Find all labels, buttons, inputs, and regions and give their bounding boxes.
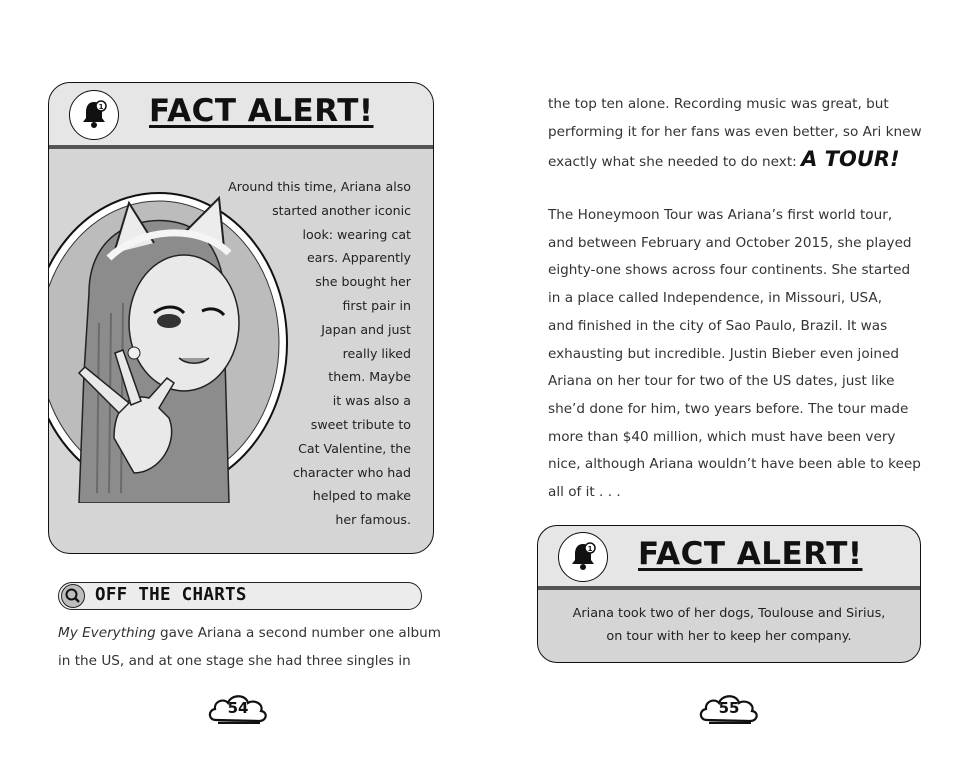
body-line: performing it for her fans was even better, so Ari knew: [548, 123, 922, 140]
fact-line: on tour with her to keep her company.: [606, 629, 852, 644]
album-title: My Everything: [58, 625, 156, 641]
body-line-text: exactly what she needed to do next:: [548, 154, 802, 171]
body-line: all of it . . .: [548, 484, 621, 501]
fact-alert-title: FACT ALERT!: [149, 93, 374, 129]
fact-line: helped to make: [312, 488, 411, 504]
body-line: in the US, and at one stage she had three singles in: [58, 652, 411, 669]
fact-line: them. Maybe: [328, 369, 411, 385]
magnifier-icon: [61, 584, 85, 608]
fact-line: it was also a: [332, 393, 411, 409]
fact-alert-body: [179, 175, 411, 532]
body-text-right-2: [548, 202, 921, 507]
body-line: eighty-one shows across four continents. She started: [548, 262, 911, 279]
svg-text:1: 1: [587, 545, 593, 553]
fact-line: look: wearing cat: [302, 226, 411, 242]
fact-alert-box: [48, 82, 434, 554]
fact-line: Ariana took two of her dogs, Toulouse and Sirius,: [572, 606, 886, 621]
fact-line: her famous.: [335, 512, 411, 528]
fact-alert-title: FACT ALERT!: [638, 536, 863, 572]
body-line: The Honeymoon Tour was Ariana’s first world tour,: [548, 207, 893, 223]
fact-alert-header: [49, 83, 433, 149]
fact-line: she bought her: [315, 274, 411, 290]
svg-text:1: 1: [98, 103, 104, 111]
body-line: Ariana on her tour for two of the US dates, just like: [548, 373, 895, 390]
body-text-left: [58, 620, 442, 675]
fact-line: Around this time, Ariana also: [228, 179, 411, 194]
body-line: [548, 146, 918, 177]
fact-line: started another iconic: [272, 202, 411, 218]
bell-icon: [558, 532, 608, 582]
fact-alert-body: [538, 602, 920, 648]
body-line: the top ten alone. Recording music was great, but: [548, 96, 889, 112]
body-line: nice, although Ariana wouldn’t have been able to keep: [548, 456, 921, 473]
fact-alert-header: [538, 526, 920, 590]
body-line-rest: gave Ariana a second number one album: [155, 625, 442, 641]
body-line: she’d done for him, two years before. The tour made: [548, 400, 909, 417]
tour-emphasis: A TOUR!: [801, 147, 900, 172]
body-line: [58, 620, 442, 648]
section-title: OFF THE CHARTS: [95, 585, 247, 605]
body-line: more than $40 million, which must have been very: [548, 428, 896, 445]
fact-line: Japan and just: [321, 321, 411, 337]
fact-line: first pair in: [342, 297, 411, 313]
page-number: 54: [227, 699, 249, 717]
bell-icon: [69, 90, 119, 140]
body-text-right-1: [548, 91, 922, 177]
fact-line: sweet tribute to: [310, 416, 411, 432]
body-line: exhausting but incredible. Justin Bieber even joined: [548, 345, 900, 362]
fact-line: character who had: [293, 464, 411, 480]
body-line: in a place called Independence, in Missouri, USA,: [548, 290, 883, 307]
page-number: 55: [718, 699, 740, 717]
fact-line: Cat Valentine, the: [298, 440, 411, 456]
body-line: and between February and October 2015, she played: [548, 234, 912, 251]
body-line: and finished in the city of Sao Paulo, Brazil. It was: [548, 317, 888, 334]
fact-line: really liked: [342, 345, 411, 361]
section-header-bar: [58, 582, 422, 610]
fact-line: ears. Apparently: [306, 250, 411, 266]
fact-alert-box-right: [537, 525, 921, 663]
